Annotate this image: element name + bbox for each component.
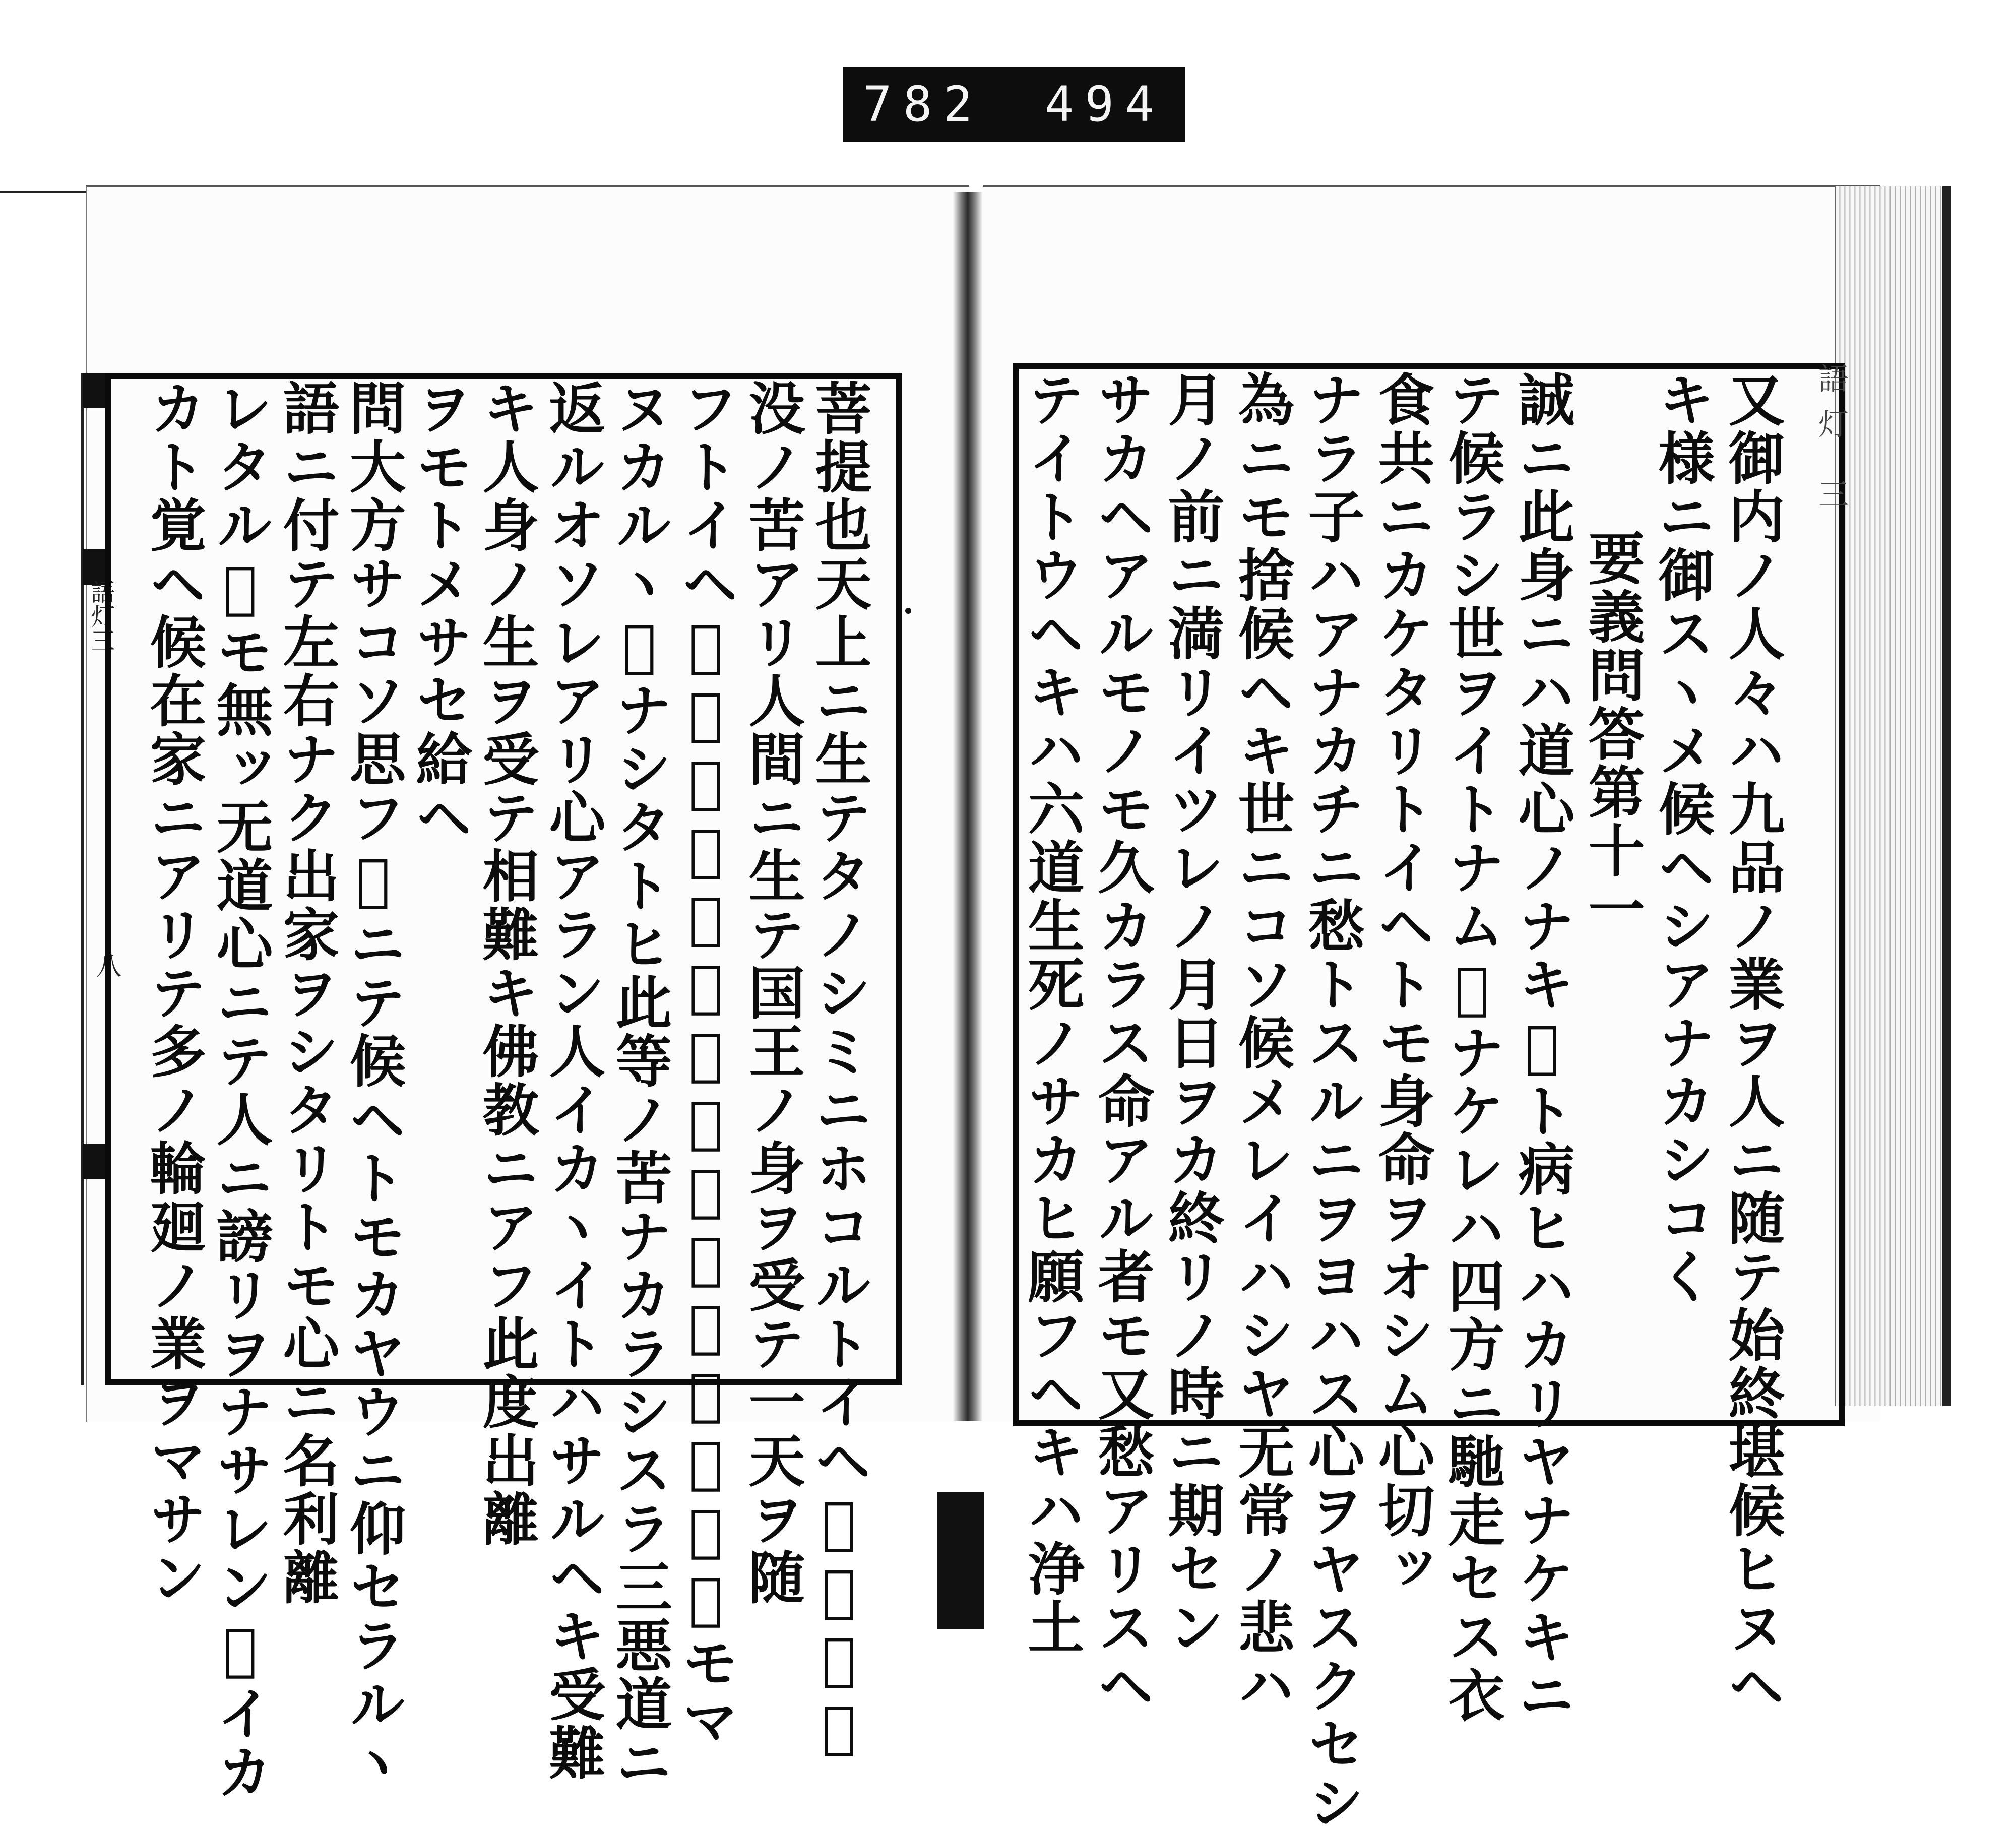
left-column-1: 菩提也天上ニ生テタノシミニホコルトイヘ𪜈五衰退 [806, 379, 872, 1762]
margin-title: 語灯三 [87, 580, 115, 652]
right-edge-mark: 語灯 三 [1813, 363, 1849, 524]
stray-dot [905, 608, 911, 614]
margin-page-number: 八 [92, 953, 121, 978]
right-column-9: 月ノ前ニ満リイツレノ月日ヲカ終リノ時ニ期セン [1159, 370, 1225, 1657]
left-column-5: 返ルオソレアリ心アラン人イカヽイトハサルヘキ受難 [540, 379, 606, 1782]
right-column-4: 誠ニ此身ニハ道心ノナキ𪜌ト病ヒハカリヤナケキニ [1509, 370, 1575, 1725]
fish-tail-mark-top [83, 373, 108, 408]
left-column-3: フトイヘ𪜈生老病死愛別離苦怨憎會苦一𪜌モマ [673, 379, 739, 1750]
accession-label [843, 67, 1185, 142]
spine-tab [937, 1492, 984, 1629]
left-column-6: キ人身ノ生ヲ受テ相難キ佛教ニアフ此度出離 [473, 379, 539, 1548]
left-column-7: ヲモトメサセ給ヘ [407, 379, 473, 847]
right-column-8: 為ニモ捨候ヘキ世ニコソ候メレイハシヤ无常ノ悲ハ [1229, 370, 1295, 1715]
left-edge-line [0, 191, 91, 193]
left-column-9: 語ニ付テ左右ナク出家ヲシタリトモ心ニ名利離 [274, 379, 340, 1607]
accession-number-left: 782 [863, 76, 984, 133]
right-column-5: テ候ラシ世ヲイトナム𪜌ナケレハ四方ニ馳走セス衣 [1439, 370, 1505, 1725]
left-column-4: ヌカルヽ𪜌ナシタトヒ此等ノ苦ナカラシスラ三悪道ニ [606, 379, 672, 1792]
left-column-11: カト覚ヘ候在家ニアリテ多ノ輪廻ノ業ヲマサン [141, 379, 207, 1607]
right-column-11: テイトウヘキハ六道生死ノサカヒ願フヘキハ浄土 [1019, 370, 1085, 1657]
right-column-6: 食共ニカケタリトイヘトモ身命ヲオシム心切ッ [1369, 370, 1435, 1598]
left-column-2: 没ノ苦アリ人間ニ生テ国王ノ身ヲ受テ一天ヲ随 [739, 379, 805, 1607]
right-column-1: 又御内ノ人々ハ九品ノ業ヲ人ニ随テ始終堪候ヒヌヘ [1719, 370, 1785, 1715]
book-gutter [953, 192, 983, 1421]
right-column-2: キ様ニ御スヽメ候ヘシアナカシコく [1649, 370, 1715, 1306]
fish-tail-mark-lower [83, 1144, 108, 1179]
left-column-8: 問大方サコソ思フ𪜌ニテ候ヘトモカヤウニ仰セラルヽ [340, 379, 406, 1792]
accession-number-right: 494 [1044, 76, 1165, 133]
right-column-10: サカヘアルモノモ久カラス命アル者モ又愁アリスヘ [1089, 370, 1155, 1715]
right-column-7: ナラ子ハアナカチニ愁トスルニヲヨハス心ヲヤスクセシ [1299, 370, 1365, 1832]
left-column-10: レタル𪜌モ無ッ无道心ニテ人ニ謗リヲナサレン𪜌イカ [207, 379, 273, 1801]
section-heading: 要義問答第十一 [1579, 529, 1645, 938]
